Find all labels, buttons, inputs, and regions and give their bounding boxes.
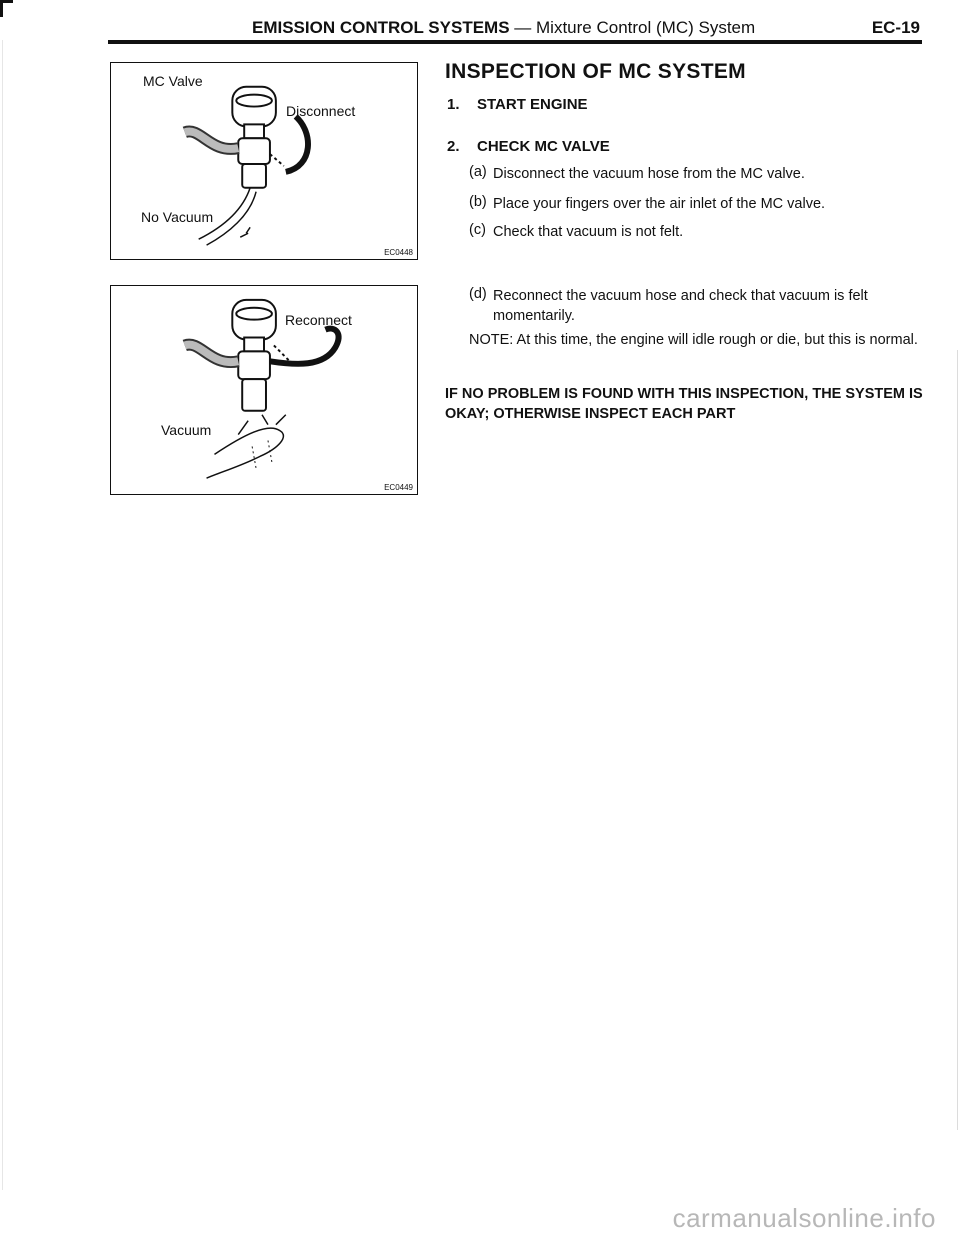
no-vacuum-label: No Vacuum [141,209,214,225]
substep-letter: (a) [469,164,487,180]
header-separator: — [509,18,537,37]
substep-c [469,222,929,242]
substep-text: Disconnect the vacuum hose from the MC valve. [493,166,805,182]
note-text: NOTE: At this time, the engine will idle rough or die, but this is normal. [469,332,918,348]
watermark: carmanualsonline.info [672,1203,936,1233]
header-subsection: Mixture Control (MC) System [536,18,756,37]
page-header [108,18,920,40]
inspection-content [445,60,925,422]
figure-code: EC0448 [384,248,413,257]
substep-b [469,194,929,214]
left-scan-edge [2,40,3,1190]
figure-code: EC0449 [384,483,413,492]
substep-d [469,286,929,326]
step-text: CHECK MC VALVE [477,138,610,155]
right-margin-line [957,350,958,1130]
conclusion-text: IF NO PROBLEM IS FOUND WITH THIS INSPECTION, THE SYSTEM IS OKAY; OTHERWISE INSPECT EACH PART [445,386,923,422]
header-section: EMISSION CONTROL SYSTEMS [252,18,510,37]
corner-crop-mark [0,0,13,17]
section-title: INSPECTION OF MC SYSTEM [445,60,746,83]
mc-valve-disconnect-illustration [111,63,417,259]
figure-mc-valve-reconnect [110,285,418,495]
disconnect-label: Disconnect [286,103,356,119]
substep-a [469,164,929,184]
substep-letter: (c) [469,222,486,238]
substep-text: Reconnect the vacuum hose and check that vacuum is felt momentarily. [493,288,868,324]
mc-valve-reconnect-illustration [111,286,417,494]
vacuum-label: Vacuum [161,422,212,438]
step-start-engine [447,96,588,113]
substep-letter: (d) [469,286,487,302]
step-check-mc-valve [447,138,610,155]
substep-text: Check that vacuum is not felt. [493,224,684,240]
step-text: START ENGINE [477,96,588,113]
page-number: EC-19 [871,18,920,37]
substep-text: Place your fingers over the air inlet of the MC valve. [493,196,826,212]
figure-mc-valve-disconnect [110,62,418,260]
step-number: 2. [447,138,460,155]
header-title [252,18,755,38]
header-rule [108,40,922,44]
reconnect-label: Reconnect [285,312,352,328]
step-number: 1. [447,96,460,113]
substep-letter: (b) [469,194,487,210]
mc-valve-label: MC Valve [143,73,203,89]
